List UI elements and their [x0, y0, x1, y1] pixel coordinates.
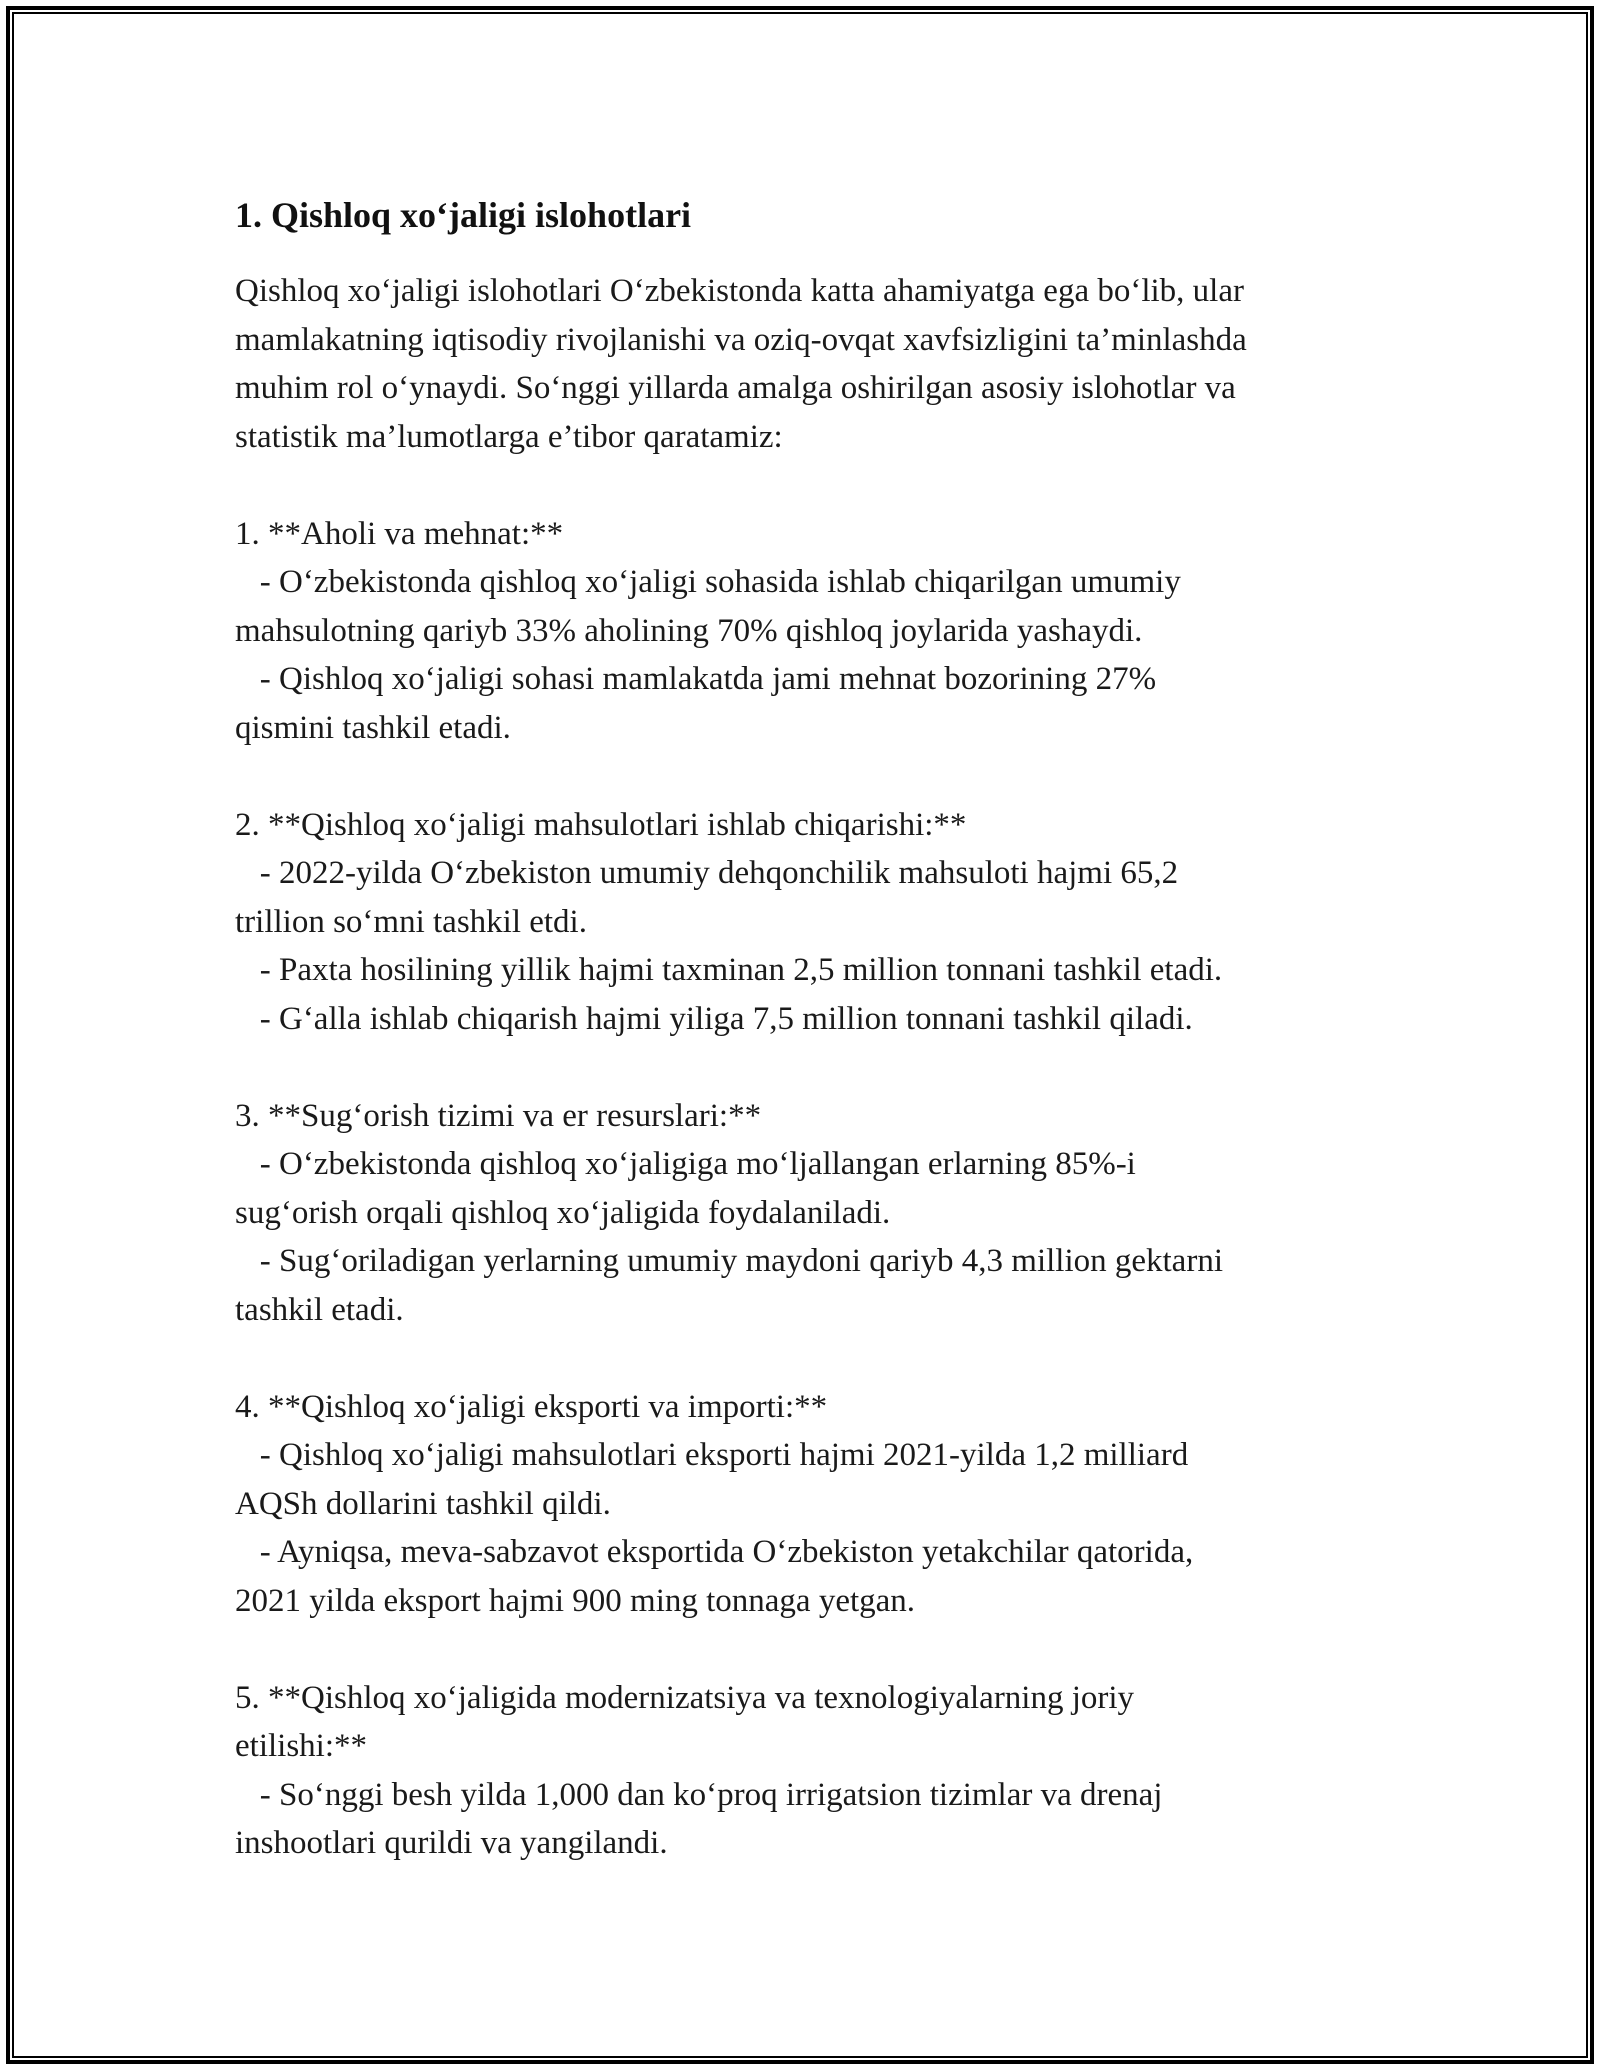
list-item-line: - Ayniqsa, meva-sabzavot eksportida O‘zbekiston yetakchilar qatorida, — [235, 1534, 1194, 1570]
spacer — [235, 1334, 1385, 1383]
document-body — [235, 185, 1385, 1868]
list-item-line: - So‘nggi besh yilda 1,000 dan ko‘proq irrigatsion tizimlar va drenaj — [235, 1776, 1163, 1813]
list-item-title: 3. **Sug‘orish tizimi va er resurslari:** — [235, 1097, 762, 1134]
list-item-title: 2. **Qishloq xo‘jaligi mahsulotlari ishlab chiqarishi:** — [235, 806, 967, 843]
list-item-modernization — [235, 1674, 1385, 1868]
list-item-line: etilishi:** — [235, 1728, 367, 1764]
intro-paragraph — [235, 267, 1385, 461]
list-item-production — [235, 801, 1385, 1044]
list-item-title: 4. **Qishloq xo‘jaligi eksporti va importi:** — [235, 1388, 828, 1425]
list-item-line: tashkil etadi. — [235, 1291, 404, 1328]
list-item-line: AQSh dollarini tashkil qildi. — [235, 1485, 611, 1522]
spacer — [235, 461, 1385, 510]
list-item-line: - Qishloq xo‘jaligi mahsulotlari eksporti hajmi 2021-yilda 1,2 milliard — [235, 1437, 1189, 1473]
section-heading: 1. Qishloq xo‘jaligi islohotlari — [235, 195, 692, 235]
list-item-title: 1. **Aholi va mehnat:** — [235, 515, 564, 552]
list-item-line: inshootlari qurildi va yangilandi. — [235, 1825, 668, 1861]
list-item-line: - Qishloq xo‘jaligi sohasi mamlakatda jami mehnat bozorining 27% — [235, 661, 1157, 697]
list-item-line: qismini tashkil etadi. — [235, 709, 511, 746]
intro-line: Qishloq xo‘jaligi islohotlari O‘zbekistonda katta ahamiyatga ega bo‘lib, ular — [235, 273, 1244, 309]
list-item-line: - Sug‘oriladigan yerlarning umumiy maydoni qariyb 4,3 million gektarni — [235, 1243, 1223, 1279]
intro-line: muhim rol o‘ynaydi. So‘nggi yillarda amalga oshirilgan asosiy islohotlar va — [235, 370, 1236, 406]
list-item-irrigation — [235, 1092, 1385, 1335]
intro-line: mamlakatning iqtisodiy rivojlanishi va oziq-ovqat xavfsizligini ta’minlashda — [235, 321, 1247, 358]
spacer — [235, 752, 1385, 801]
spacer — [235, 1043, 1385, 1092]
list-item-line: - G‘alla ishlab chiqarish hajmi yiliga 7,5 million tonnani tashkil qiladi. — [235, 1000, 1193, 1037]
list-item-line: mahsulotning qariyb 33% aholining 70% qishloq joylarida yashaydi. — [235, 612, 1143, 649]
list-item-line: 2021 yilda eksport hajmi 900 ming tonnaga yetgan. — [235, 1582, 916, 1619]
list-item-line: - O‘zbekistonda qishloq xo‘jaligiga mo‘ljallangan erlarning 85%-i — [235, 1146, 1136, 1182]
list-item-line: - Paxta hosilining yillik hajmi taxminan 2,5 million tonnani tashkil etadi. — [235, 952, 1223, 988]
intro-line: statistik ma’lumotlarga e’tibor qaratamiz: — [235, 418, 783, 455]
list-item-line: trillion so‘mni tashkil etdi. — [235, 903, 587, 940]
list-item-line: - O‘zbekistonda qishloq xo‘jaligi sohasida ishlab chiqarilgan umumiy — [235, 564, 1181, 600]
list-item-population-labor — [235, 510, 1385, 753]
list-item-title: 5. **Qishloq xo‘jaligida modernizatsiya va texnologiyalarning joriy — [235, 1679, 1135, 1716]
list-item-export-import — [235, 1383, 1385, 1626]
spacer — [235, 1625, 1385, 1674]
list-item-line: - 2022-yilda O‘zbekiston umumiy dehqonchilik mahsuloti hajmi 65,2 — [235, 855, 1179, 891]
list-item-line: sug‘orish orqali qishloq xo‘jaligida foydalaniladi. — [235, 1194, 891, 1231]
